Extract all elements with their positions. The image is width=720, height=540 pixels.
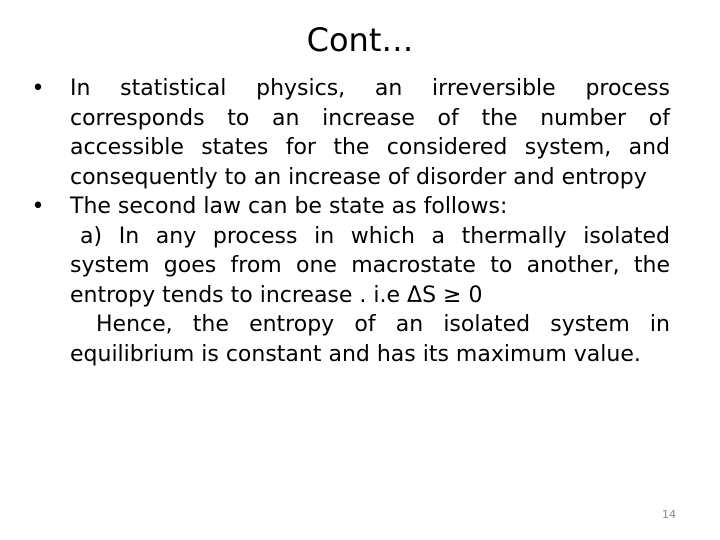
bullet-text: In statistical physics, an irreversible process corresponds to an increase of the number of accessible states for the considered system, and consequently to an increase of disorder and entropy bbox=[70, 76, 670, 190]
sub-paragraph-equilibrium: Hence, the entropy of an isolated system in equilibrium is constant and has its maximum value. bbox=[70, 312, 670, 367]
bullet-icon: • bbox=[31, 194, 45, 219]
slide-content bbox=[28, 74, 670, 369]
page-number: 14 bbox=[662, 508, 676, 521]
sub-paragraph-second-law: a) In any process in which a thermally isolated system goes from one macrostate to another, the entropy tends to increase . i.e ΔS ≥ 0 bbox=[70, 223, 670, 308]
slide-title: Cont… bbox=[306, 21, 414, 59]
bullet-text: The second law can be state as follows: bbox=[70, 194, 508, 219]
bullet-icon: • bbox=[31, 76, 45, 101]
bullet-item bbox=[28, 192, 670, 222]
bullet-item bbox=[28, 74, 670, 192]
